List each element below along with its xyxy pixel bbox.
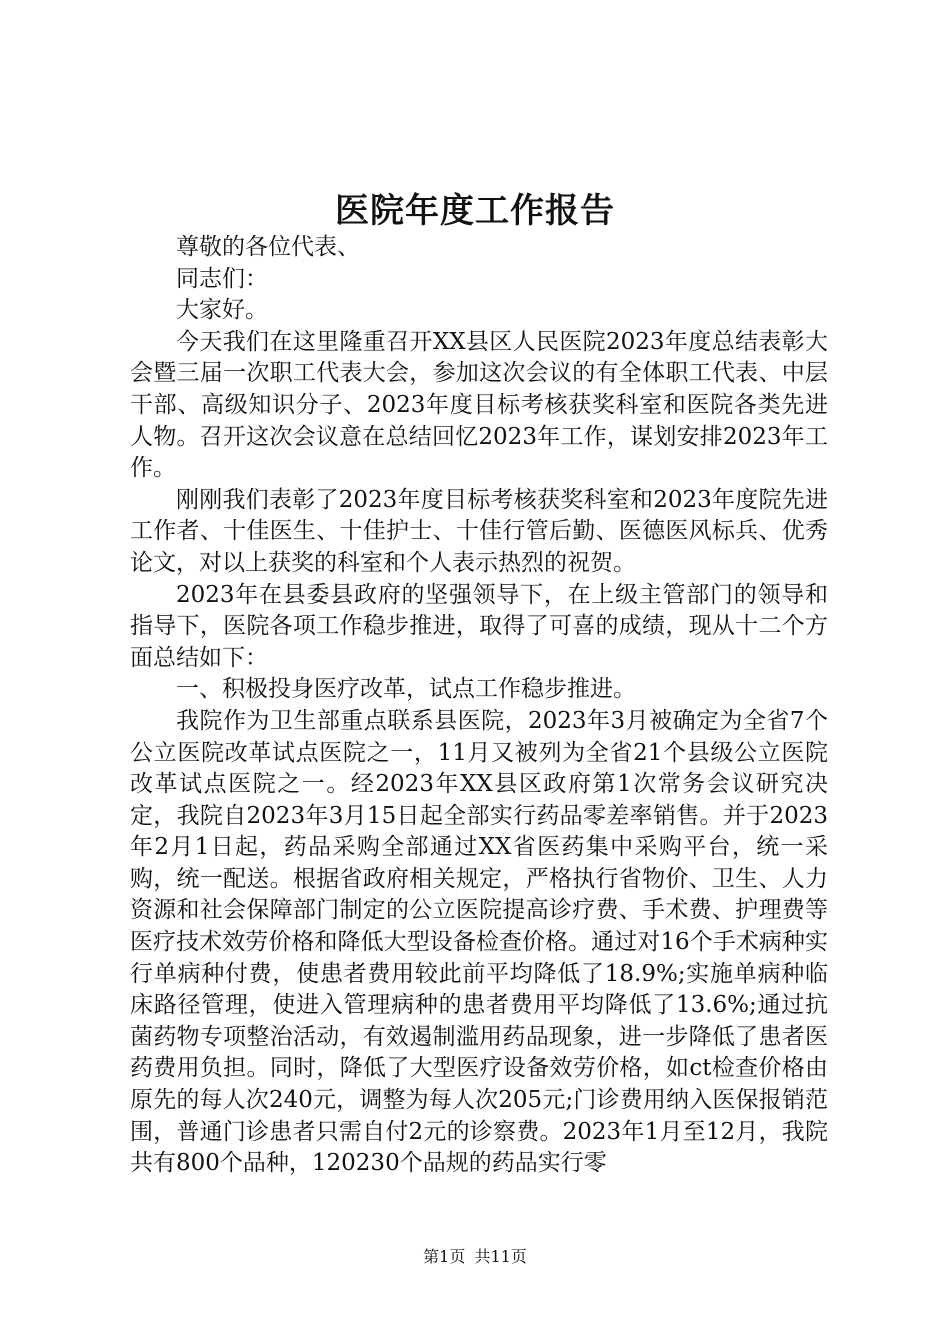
body-paragraph: 今天我们在这里隆重召开XX县区人民医院2023年度总结表彰大会暨三届一次职工代表大会，参加这次会议的有全体职工代表、中层干部、高级知识分子、2023年度目标考核获奖科室和医院各类先进人物。召开这次会议意在总结回忆2023年工作，谋划安排2023年工作。 xyxy=(130,328,828,482)
body-paragraph: 2023年在县委县政府的坚强领导下，在上级主管部门的领导和指导下，医院各项工作稳步推进，取得了可喜的成绩，现从十二个方面总结如下： xyxy=(130,581,828,671)
salutation-paragraph: 尊敬的各位代表、 xyxy=(176,234,360,260)
page-total: 共11页 xyxy=(474,1247,527,1266)
salutation-paragraph: 同志们： xyxy=(176,265,268,292)
document-body xyxy=(130,232,828,1180)
body-paragraph: 刚刚我们表彰了2023年度目标考核获奖科室和2023年度院先进工作者、十佳医生、十佳护士、十佳行管后勤、医德医风标兵、优秀论文，对以上获奖的科室和个人表示热烈的祝贺。 xyxy=(130,486,828,576)
page-number: 第1页 xyxy=(423,1247,466,1266)
greeting-paragraph: 大家好。 xyxy=(176,297,268,324)
section-heading: 一、积极投身医疗改革，试点工作稳步推进。 xyxy=(176,676,636,703)
page-footer xyxy=(0,1244,950,1267)
body-paragraph: 我院作为卫生部重点联系县医院，2023年3月被确定为全省7个公立医院改革试点医院之一，11月又被列为全省21个县级公立医院改革试点医院之一。经2023年XX县区政府第1次常务会议研究决定，我院自2023年3月15日起全部实行药品零差率销售。并于2023年2月1日起，药品采购全部通过XX省医药集中采购平台，统一采购，统一配送。根据省政府相关规定，严格执行省物价、卫生、人力资源和社会保障部门制定的公立医院提高诊疗费、手术费、护理费等医疗技术效劳价格和降低大型设备检查价格。通过对16个手术病种实行单病种付费，使患者费用较此前平均降低了18.9%;实施单病种临床路径管理，使进入管理病种的患者费用平均降低了13.6%;通过抗菌药物专项整治活动，有效遏制滥用药品现象，进一步降低了患者医药费用负担。同时，降低了大型医疗设备效劳价格，如ct检查价格由原先的每人次240元，调整为每人次205元;门诊费用纳入医保报销范围，普通门诊患者只需自付2元的诊察费。2023年1月至12月，我院共有800个品种，120230个品规的药品实行零 xyxy=(130,707,828,1177)
page-title: 医院年度工作报告 xyxy=(335,191,615,231)
